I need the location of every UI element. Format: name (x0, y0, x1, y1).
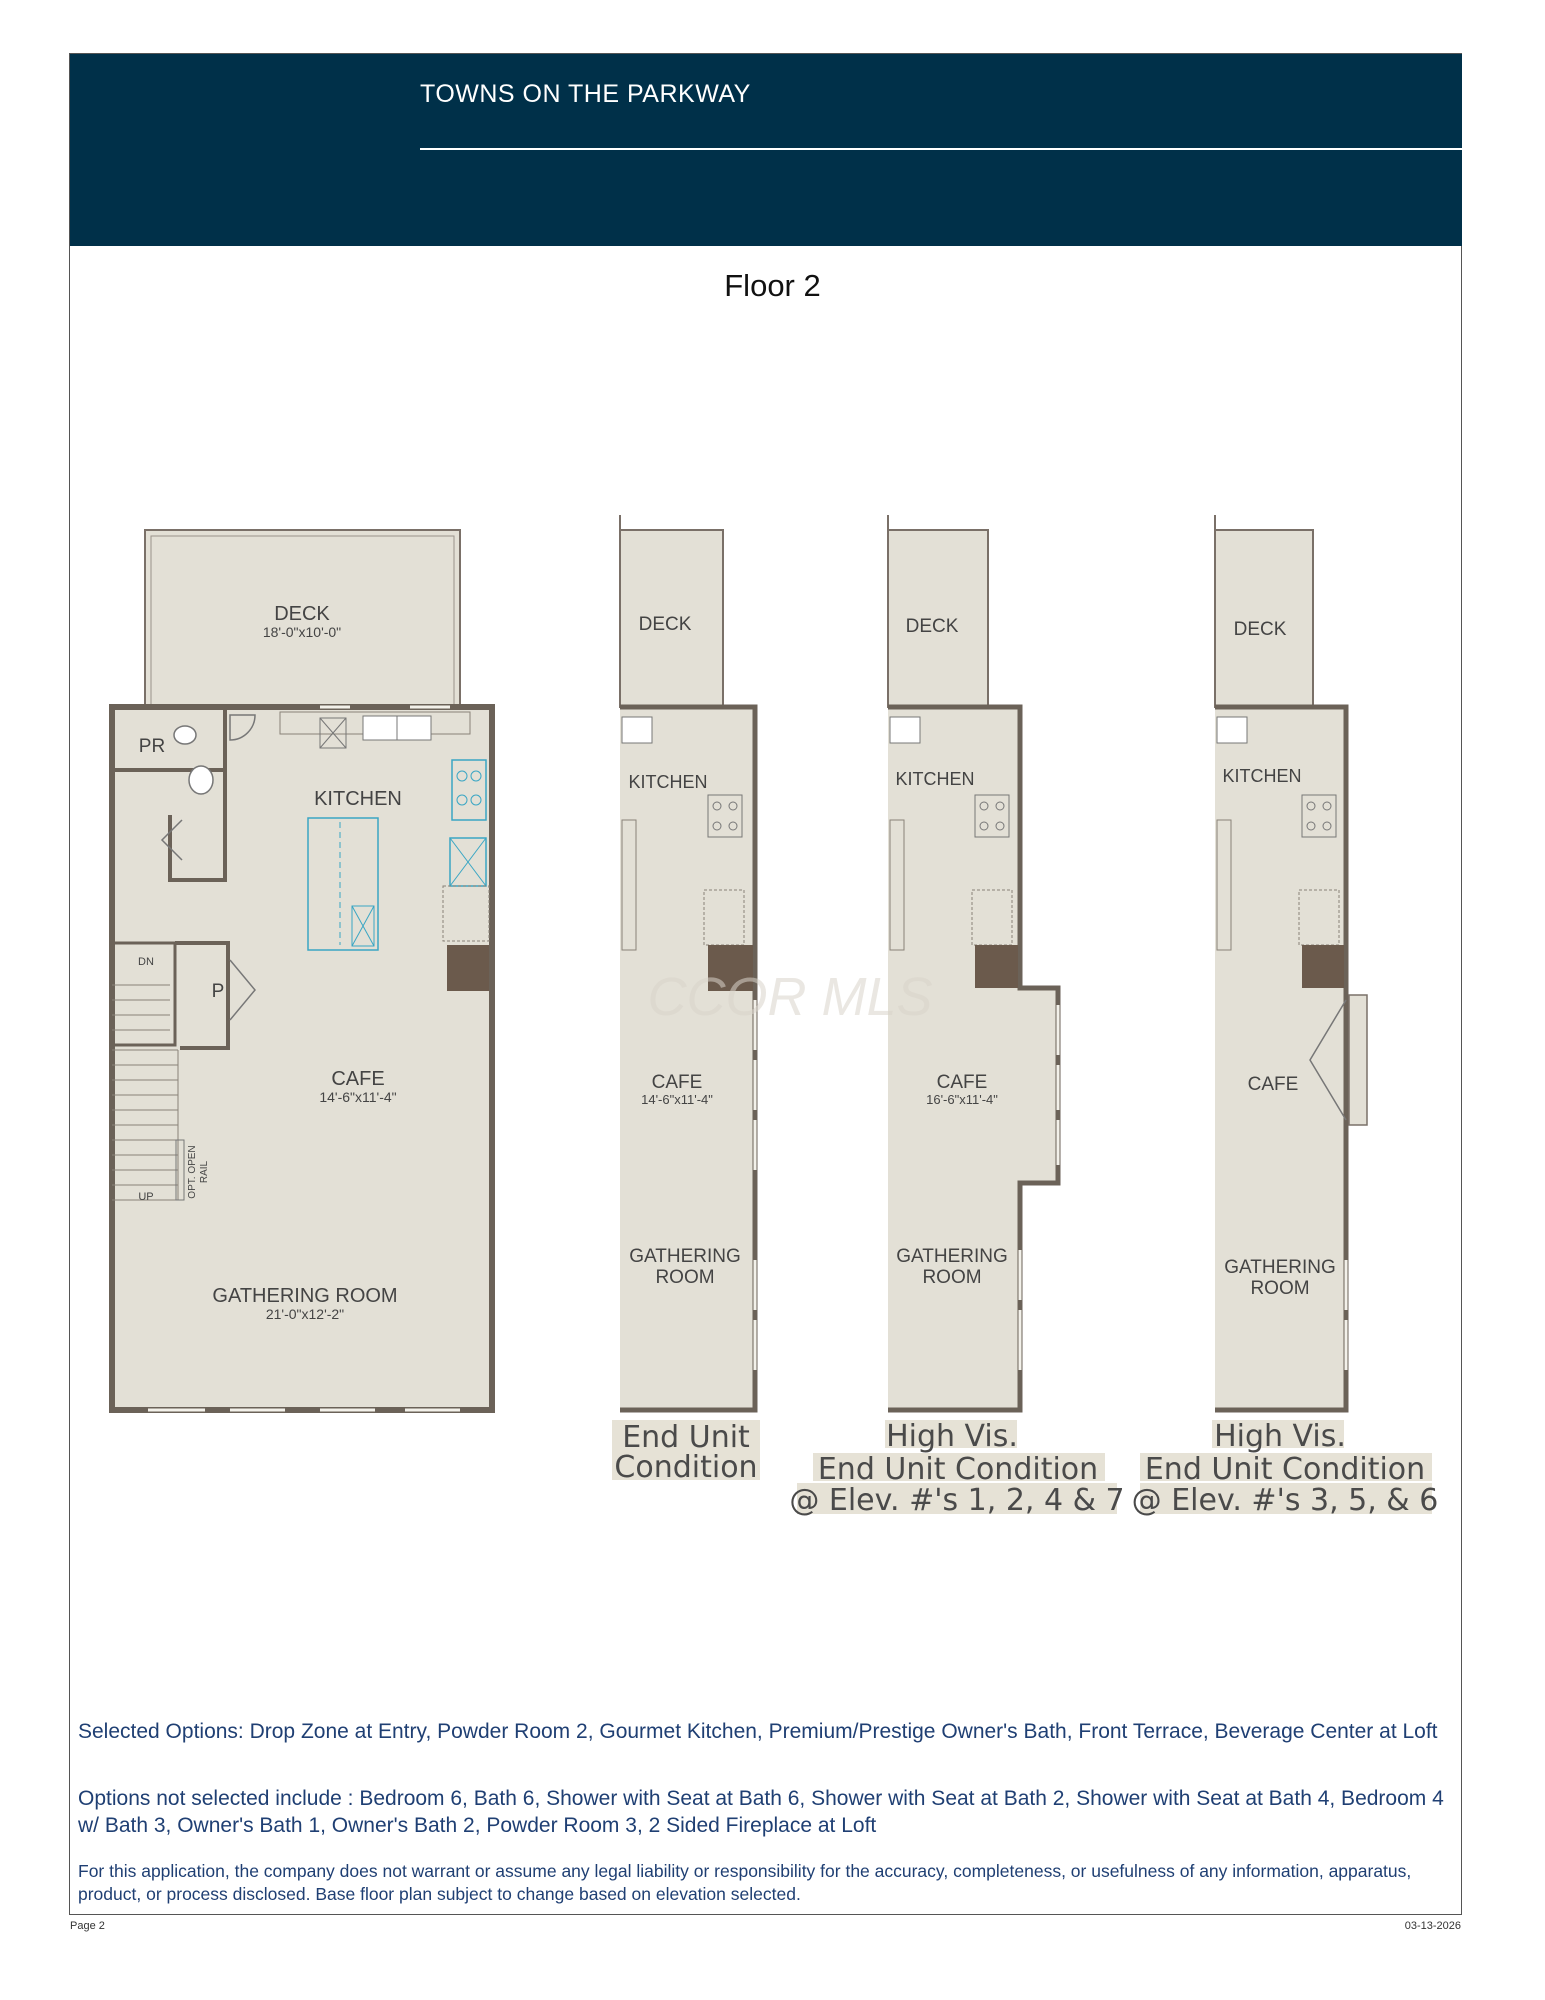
high-vis-a-caption-3: @ Elev. #'s 1, 2, 4 & 7 (789, 1483, 1125, 1518)
pr-label: PR (138, 736, 166, 757)
disclaimer: For this application, the company does not warrant or assume any legal liability or responsibility for the accuracy, completeness, or usefulness of any information, apparatus, product, or process disclosed. Base floor plan subject to change based on elevation selected. (78, 1861, 1412, 1904)
end-unit-deck-label: DECK (638, 614, 692, 635)
high-vis-a-caption-2: End Unit Condition (817, 1452, 1099, 1487)
high-vis-b-kitchen-label: KITCHEN (1222, 766, 1302, 786)
main-kitchen-label: KITCHEN (314, 788, 402, 810)
high-vis-b-fireplace (1302, 945, 1344, 988)
dn-label: DN (138, 956, 154, 968)
pantry-label: P (211, 981, 225, 1002)
high-vis-a-caption-1: High Vis. (886, 1419, 1018, 1454)
rail-label-2: RAIL (199, 1160, 210, 1184)
high-vis-a-cafe-label: CAFE (936, 1072, 988, 1093)
high-vis-b-cafe-label: CAFE (1247, 1074, 1299, 1095)
end-unit-caption-2: Condition (614, 1450, 758, 1485)
end-unit-caption-1: End Unit (622, 1420, 750, 1455)
end-unit-cafe-dims: 14'-6"x11'-4" (641, 1092, 713, 1107)
high-vis-b-caption-1: High Vis. (1214, 1419, 1346, 1454)
high-vis-b-caption-3: @ Elev. #'s 3, 5, & 6 (1131, 1483, 1439, 1518)
up-label: UP (138, 1191, 154, 1203)
main-cafe-label: CAFE (331, 1068, 385, 1090)
main-deck-dims: 18'-0"x10'-0" (262, 624, 342, 640)
brand-title: TOWNS ON THE PARKWAY (420, 80, 751, 108)
main-fireplace (447, 945, 489, 991)
main-gathering-label: GATHERING ROOM (212, 1285, 398, 1307)
high-vis-a-deck-label: DECK (905, 616, 959, 637)
high-vis-b-caption-2: End Unit Condition (1144, 1452, 1426, 1487)
high-vis-a-gathering-2: ROOM (922, 1267, 982, 1288)
main-cafe-dims: 14'-6"x11'-4" (319, 1089, 397, 1105)
main-gathering-dims: 21'-0"x12'-2" (265, 1306, 345, 1322)
high-vis-b-plan (1132, 515, 1439, 1518)
high-vis-b-gathering-1: GATHERING (1224, 1257, 1336, 1278)
main-plan (112, 530, 492, 1410)
floor-title: Floor 2 (724, 268, 821, 303)
page-number: Page 2 (70, 1920, 105, 1932)
end-unit-kitchen-label: KITCHEN (628, 772, 708, 792)
high-vis-a-gathering-1: GATHERING (896, 1246, 1008, 1267)
end-unit-gathering-2: ROOM (655, 1267, 715, 1288)
high-vis-a-fireplace (975, 945, 1018, 988)
high-vis-b-gathering-2: ROOM (1250, 1278, 1310, 1299)
high-vis-a-cafe-dims: 16'-6"x11'-4" (926, 1092, 998, 1107)
watermark: CCOR MLS (647, 967, 933, 1027)
print-date: 03-13-2026 (1404, 1920, 1461, 1932)
selected-options: Selected Options: Drop Zone at Entry, Powder Room 2, Gourmet Kitchen, Premium/Prestige Owner's Bath, Front Terrace, Beverage Center at Loft (78, 1720, 1438, 1743)
rail-label-1: OPT. OPEN (187, 1145, 198, 1199)
main-deck-label: DECK (274, 603, 330, 625)
end-unit-gathering-1: GATHERING (629, 1246, 741, 1267)
high-vis-b-deck-label: DECK (1233, 619, 1287, 640)
high-vis-a-kitchen-label: KITCHEN (895, 769, 975, 789)
end-unit-cafe-label: CAFE (651, 1072, 703, 1093)
unselected-options: Options not selected include : Bedroom 6, Bath 6, Shower with Seat at Bath 6, Shower with Seat at Bath 2, Shower with Seat at Bath 4, Bedroom 4 w/ Bath 3, Owner's Bath 1, Owner's Bath 2, Powder Room 3, 2 Sided Fireplace at Loft (78, 1787, 1444, 1837)
